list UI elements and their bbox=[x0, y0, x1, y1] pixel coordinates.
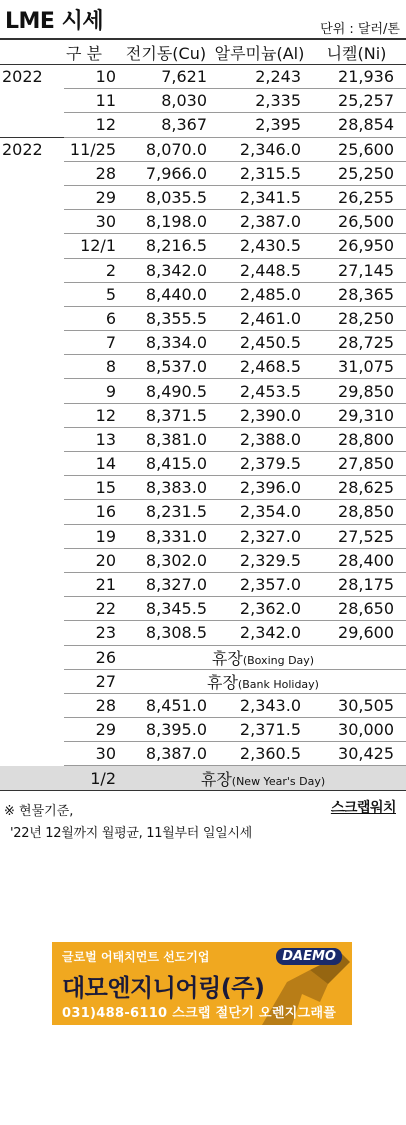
aluminum-price-cell: 2,461.0 bbox=[212, 306, 307, 330]
year-cell bbox=[0, 572, 64, 596]
table-row bbox=[0, 161, 406, 185]
copper-price-cell: 7,966.0 bbox=[120, 161, 212, 185]
period-cell: 28 bbox=[64, 693, 120, 717]
year-cell bbox=[0, 645, 64, 669]
table-header-row bbox=[0, 39, 406, 65]
nickel-price-cell: 29,310 bbox=[307, 403, 406, 427]
table-row bbox=[0, 476, 406, 500]
aluminum-price-cell: 2,395 bbox=[212, 113, 307, 137]
table-row bbox=[0, 65, 406, 89]
nickel-price-cell: 30,425 bbox=[307, 742, 406, 766]
aluminum-price-cell: 2,357.0 bbox=[212, 572, 307, 596]
table-row bbox=[0, 693, 406, 717]
copper-price-cell: 8,308.5 bbox=[120, 621, 212, 645]
nickel-price-cell: 25,257 bbox=[307, 89, 406, 113]
year-cell bbox=[0, 621, 64, 645]
aluminum-price-cell: 2,448.5 bbox=[212, 258, 307, 282]
year-cell bbox=[0, 234, 64, 258]
year-cell bbox=[0, 597, 64, 621]
year-cell: 2022 bbox=[0, 137, 64, 161]
period-cell: 16 bbox=[64, 500, 120, 524]
footnote-basis: ※ 현물기준, bbox=[4, 804, 74, 819]
period-cell: 12/1 bbox=[64, 234, 120, 258]
page-title: LME 시세 bbox=[5, 9, 104, 34]
column-header-nickel: 니켈(Ni) bbox=[307, 39, 406, 65]
holiday-reason: (Boxing Day) bbox=[242, 653, 315, 667]
year-cell bbox=[0, 161, 64, 185]
copper-price-cell: 7,621 bbox=[120, 65, 212, 89]
aluminum-price-cell: 2,485.0 bbox=[212, 282, 307, 306]
copper-price-cell: 8,216.5 bbox=[120, 234, 212, 258]
copper-price-cell: 8,355.5 bbox=[120, 306, 212, 330]
table-row bbox=[0, 621, 406, 645]
period-cell: 30 bbox=[64, 210, 120, 234]
period-cell: 21 bbox=[64, 572, 120, 596]
nickel-price-cell: 28,854 bbox=[307, 113, 406, 137]
table-row bbox=[0, 597, 406, 621]
period-cell: 30 bbox=[64, 742, 120, 766]
aluminum-price-cell: 2,371.5 bbox=[212, 718, 307, 742]
period-cell: 23 bbox=[64, 621, 120, 645]
ad-phone: 031)488-6110 스크랩 절단기 오렌지그래플 bbox=[62, 1006, 337, 1021]
holiday-label: 휴장 bbox=[207, 672, 238, 692]
period-cell: 28 bbox=[64, 161, 120, 185]
year-cell bbox=[0, 379, 64, 403]
period-cell: 1/2 bbox=[64, 766, 120, 790]
aluminum-price-cell: 2,390.0 bbox=[212, 403, 307, 427]
aluminum-price-cell: 2,360.5 bbox=[212, 742, 307, 766]
year-cell bbox=[0, 548, 64, 572]
holiday-cell bbox=[120, 645, 406, 669]
holiday-reason: (Bank Holiday) bbox=[237, 677, 319, 691]
table-row bbox=[0, 645, 406, 669]
table-row bbox=[0, 306, 406, 330]
copper-price-cell: 8,490.5 bbox=[120, 379, 212, 403]
table-row bbox=[0, 234, 406, 258]
holiday-label: 휴장 bbox=[211, 648, 243, 668]
nickel-price-cell: 28,650 bbox=[307, 597, 406, 621]
column-header-period: 구 분 bbox=[64, 39, 120, 65]
copper-price-cell: 8,198.0 bbox=[120, 210, 212, 234]
copper-price-cell: 8,395.0 bbox=[120, 718, 212, 742]
aluminum-price-cell: 2,341.5 bbox=[212, 185, 307, 209]
table-row bbox=[0, 113, 406, 137]
nickel-price-cell: 28,625 bbox=[307, 476, 406, 500]
copper-price-cell: 8,387.0 bbox=[120, 742, 212, 766]
table-row bbox=[0, 427, 406, 451]
period-cell: 12 bbox=[64, 403, 120, 427]
copper-price-cell: 8,327.0 bbox=[120, 572, 212, 596]
copper-price-cell: 8,415.0 bbox=[120, 452, 212, 476]
nickel-price-cell: 29,600 bbox=[307, 621, 406, 645]
column-header-aluminum: 알루미늄(Al) bbox=[212, 39, 307, 65]
scrapwatch-logo: 스크랩워치 bbox=[330, 800, 396, 816]
year-cell bbox=[0, 306, 64, 330]
nickel-price-cell: 30,505 bbox=[307, 693, 406, 717]
period-cell: 29 bbox=[64, 185, 120, 209]
copper-price-cell: 8,331.0 bbox=[120, 524, 212, 548]
period-cell: 7 bbox=[64, 331, 120, 355]
ad-company-name: 대모엔지니어링(주) bbox=[62, 974, 265, 1002]
nickel-price-cell: 30,000 bbox=[307, 718, 406, 742]
nickel-price-cell: 27,850 bbox=[307, 452, 406, 476]
nickel-price-cell: 26,950 bbox=[307, 234, 406, 258]
table-row bbox=[0, 355, 406, 379]
table-row bbox=[0, 452, 406, 476]
period-cell: 29 bbox=[64, 718, 120, 742]
table-row bbox=[0, 137, 406, 161]
nickel-price-cell: 25,600 bbox=[307, 137, 406, 161]
copper-price-cell: 8,537.0 bbox=[120, 355, 212, 379]
table-row bbox=[0, 572, 406, 596]
year-cell bbox=[0, 524, 64, 548]
year-cell bbox=[0, 210, 64, 234]
period-cell: 27 bbox=[64, 669, 120, 693]
aluminum-price-cell: 2,362.0 bbox=[212, 597, 307, 621]
advertisement-banner[interactable] bbox=[52, 942, 352, 1025]
aluminum-price-cell: 2,450.5 bbox=[212, 331, 307, 355]
aluminum-price-cell: 2,396.0 bbox=[212, 476, 307, 500]
year-cell bbox=[0, 403, 64, 427]
holiday-cell bbox=[120, 669, 406, 693]
aluminum-price-cell: 2,387.0 bbox=[212, 210, 307, 234]
aluminum-price-cell: 2,329.5 bbox=[212, 548, 307, 572]
period-cell: 11 bbox=[64, 89, 120, 113]
table-row bbox=[0, 524, 406, 548]
year-cell bbox=[0, 89, 64, 113]
column-header-copper: 전기동(Cu) bbox=[120, 39, 212, 65]
period-cell: 14 bbox=[64, 452, 120, 476]
copper-price-cell: 8,334.0 bbox=[120, 331, 212, 355]
year-cell bbox=[0, 113, 64, 137]
aluminum-price-cell: 2,453.5 bbox=[212, 379, 307, 403]
period-cell: 13 bbox=[64, 427, 120, 451]
nickel-price-cell: 28,725 bbox=[307, 331, 406, 355]
nickel-price-cell: 21,936 bbox=[307, 65, 406, 89]
daemo-logo: DAEMO bbox=[276, 948, 342, 965]
period-cell: 5 bbox=[64, 282, 120, 306]
copper-price-cell: 8,035.5 bbox=[120, 185, 212, 209]
year-cell bbox=[0, 766, 64, 790]
nickel-price-cell: 27,145 bbox=[307, 258, 406, 282]
copper-price-cell: 8,345.5 bbox=[120, 597, 212, 621]
year-cell bbox=[0, 185, 64, 209]
table-row bbox=[0, 548, 406, 572]
period-cell: 22 bbox=[64, 597, 120, 621]
holiday-cell bbox=[120, 766, 406, 790]
copper-price-cell: 8,381.0 bbox=[120, 427, 212, 451]
table-row bbox=[0, 766, 406, 790]
copper-price-cell: 8,451.0 bbox=[120, 693, 212, 717]
aluminum-price-cell: 2,243 bbox=[212, 65, 307, 89]
table-body bbox=[0, 65, 406, 791]
aluminum-price-cell: 2,315.5 bbox=[212, 161, 307, 185]
nickel-price-cell: 26,255 bbox=[307, 185, 406, 209]
period-cell: 2 bbox=[64, 258, 120, 282]
year-cell bbox=[0, 718, 64, 742]
year-cell bbox=[0, 742, 64, 766]
copper-price-cell: 8,371.5 bbox=[120, 403, 212, 427]
copper-price-cell: 8,231.5 bbox=[120, 500, 212, 524]
column-header-year bbox=[0, 39, 64, 65]
copper-price-cell: 8,440.0 bbox=[120, 282, 212, 306]
table-row bbox=[0, 403, 406, 427]
period-cell: 15 bbox=[64, 476, 120, 500]
table-row bbox=[0, 89, 406, 113]
nickel-price-cell: 25,250 bbox=[307, 161, 406, 185]
aluminum-price-cell: 2,430.5 bbox=[212, 234, 307, 258]
period-cell: 19 bbox=[64, 524, 120, 548]
copper-price-cell: 8,367 bbox=[120, 113, 212, 137]
aluminum-price-cell: 2,354.0 bbox=[212, 500, 307, 524]
holiday-label: 휴장 bbox=[200, 769, 232, 789]
copper-price-cell: 8,030 bbox=[120, 89, 212, 113]
copper-price-cell: 8,342.0 bbox=[120, 258, 212, 282]
table-row bbox=[0, 210, 406, 234]
period-cell: 6 bbox=[64, 306, 120, 330]
period-cell: 12 bbox=[64, 113, 120, 137]
nickel-price-cell: 28,400 bbox=[307, 548, 406, 572]
period-cell: 20 bbox=[64, 548, 120, 572]
year-cell bbox=[0, 355, 64, 379]
aluminum-price-cell: 2,346.0 bbox=[212, 137, 307, 161]
period-cell: 11/25 bbox=[64, 137, 120, 161]
nickel-price-cell: 28,800 bbox=[307, 427, 406, 451]
aluminum-price-cell: 2,343.0 bbox=[212, 693, 307, 717]
year-cell bbox=[0, 258, 64, 282]
ad-tagline: 글로벌 어태치먼트 선도기업 bbox=[62, 950, 210, 964]
aluminum-price-cell: 2,379.5 bbox=[212, 452, 307, 476]
table-row bbox=[0, 742, 406, 766]
aluminum-price-cell: 2,335 bbox=[212, 89, 307, 113]
aluminum-price-cell: 2,388.0 bbox=[212, 427, 307, 451]
table-row bbox=[0, 669, 406, 693]
table-row bbox=[0, 185, 406, 209]
table-row bbox=[0, 282, 406, 306]
unit-label: 단위 : 달러/톤 bbox=[320, 22, 400, 37]
nickel-price-cell: 28,365 bbox=[307, 282, 406, 306]
aluminum-price-cell: 2,327.0 bbox=[212, 524, 307, 548]
nickel-price-cell: 28,850 bbox=[307, 500, 406, 524]
table-row bbox=[0, 331, 406, 355]
year-cell bbox=[0, 427, 64, 451]
table-row bbox=[0, 718, 406, 742]
year-cell bbox=[0, 669, 64, 693]
year-cell bbox=[0, 476, 64, 500]
nickel-price-cell: 27,525 bbox=[307, 524, 406, 548]
footnote-period: '22년 12월까지 월평균, 11월부터 일일시세 bbox=[10, 826, 252, 841]
table-row bbox=[0, 500, 406, 524]
year-cell bbox=[0, 500, 64, 524]
nickel-price-cell: 28,250 bbox=[307, 306, 406, 330]
nickel-price-cell: 31,075 bbox=[307, 355, 406, 379]
header bbox=[0, 0, 406, 40]
period-cell: 8 bbox=[64, 355, 120, 379]
table-row bbox=[0, 379, 406, 403]
copper-price-cell: 8,070.0 bbox=[120, 137, 212, 161]
period-cell: 9 bbox=[64, 379, 120, 403]
year-cell bbox=[0, 282, 64, 306]
nickel-price-cell: 28,175 bbox=[307, 572, 406, 596]
period-cell: 10 bbox=[64, 65, 120, 89]
holiday-reason: (New Year's Day) bbox=[231, 774, 326, 788]
year-cell bbox=[0, 693, 64, 717]
period-cell: 26 bbox=[64, 645, 120, 669]
copper-price-cell: 8,302.0 bbox=[120, 548, 212, 572]
nickel-price-cell: 26,500 bbox=[307, 210, 406, 234]
year-cell bbox=[0, 452, 64, 476]
price-table bbox=[0, 38, 406, 791]
table-row bbox=[0, 258, 406, 282]
copper-price-cell: 8,383.0 bbox=[120, 476, 212, 500]
year-cell: 2022 bbox=[2, 67, 43, 87]
aluminum-price-cell: 2,468.5 bbox=[212, 355, 307, 379]
nickel-price-cell: 29,850 bbox=[307, 379, 406, 403]
aluminum-price-cell: 2,342.0 bbox=[212, 621, 307, 645]
year-cell bbox=[0, 331, 64, 355]
